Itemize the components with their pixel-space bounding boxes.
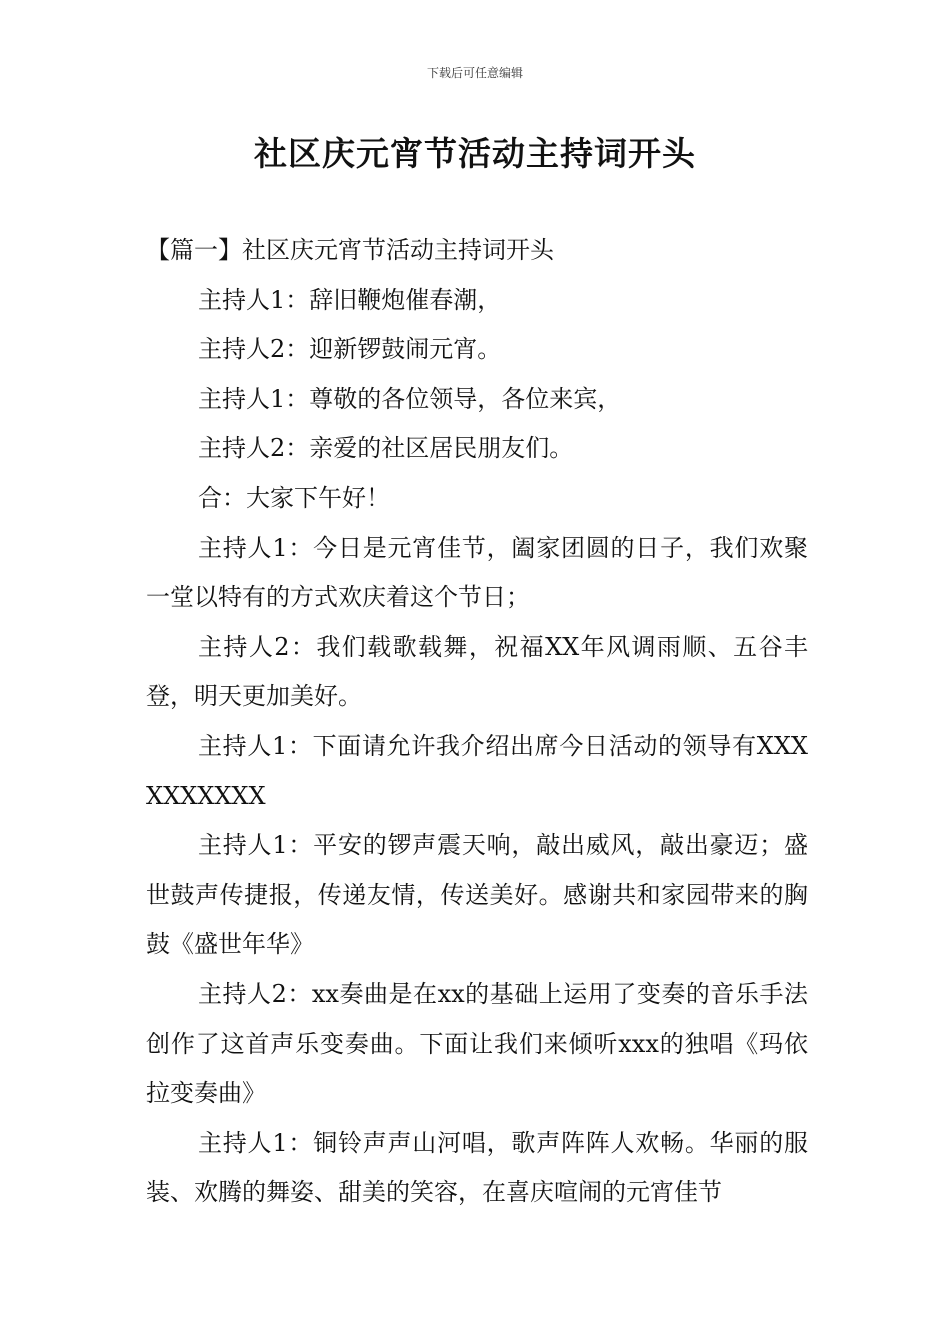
paragraph: 主持人1：铜铃声声山河唱，歌声阵阵人欢畅。华丽的服装、欢腾的舞姿、甜美的笑容，在喜庆喧闹的元宵佳节: [146, 1128, 808, 1207]
paragraph: 主持人1：尊敬的各位领导，各位来宾，: [198, 384, 622, 413]
paragraph: 主持人1：下面请允许我介绍出席今日活动的领导有XXXXXXXXXX: [146, 731, 808, 810]
paragraph: 主持人2：我们载歌载舞，祝福XX年风调雨顺、五谷丰登，明天更加美好。: [146, 632, 808, 711]
paragraph: 主持人2：迎新锣鼓闹元宵。: [198, 335, 502, 364]
paragraph: 主持人1：平安的锣声震天响，敲出威风，敲出豪迈；盛世鼓声传捷报，传递友情，传送美好。感谢共和家园带来的胸鼓《盛世年华》: [146, 831, 808, 959]
header-note: 下载后可任意编辑: [426, 66, 523, 80]
paragraph: 合：大家下午好！: [198, 483, 390, 512]
paragraph: 主持人2：亲爱的社区居民朋友们。: [198, 434, 574, 463]
paragraph: 主持人1：辞旧鞭炮催春潮，: [198, 285, 502, 314]
document-title: 社区庆元宵节活动主持词开头: [254, 134, 696, 173]
document-body: [146, 226, 808, 1218]
paragraph: 主持人2：xx奏曲是在xx的基础上运用了变奏的音乐手法创作了这首声乐变奏曲。下面让我们来倾听xxx的独唱《玛依拉变奏曲》: [146, 979, 808, 1108]
paragraph: 主持人1：今日是元宵佳节，阖家团圆的日子，我们欢聚一堂以特有的方式欢庆着这个节日；: [146, 533, 808, 612]
section-heading: 【篇一】社区庆元宵节活动主持词开头: [146, 236, 554, 264]
